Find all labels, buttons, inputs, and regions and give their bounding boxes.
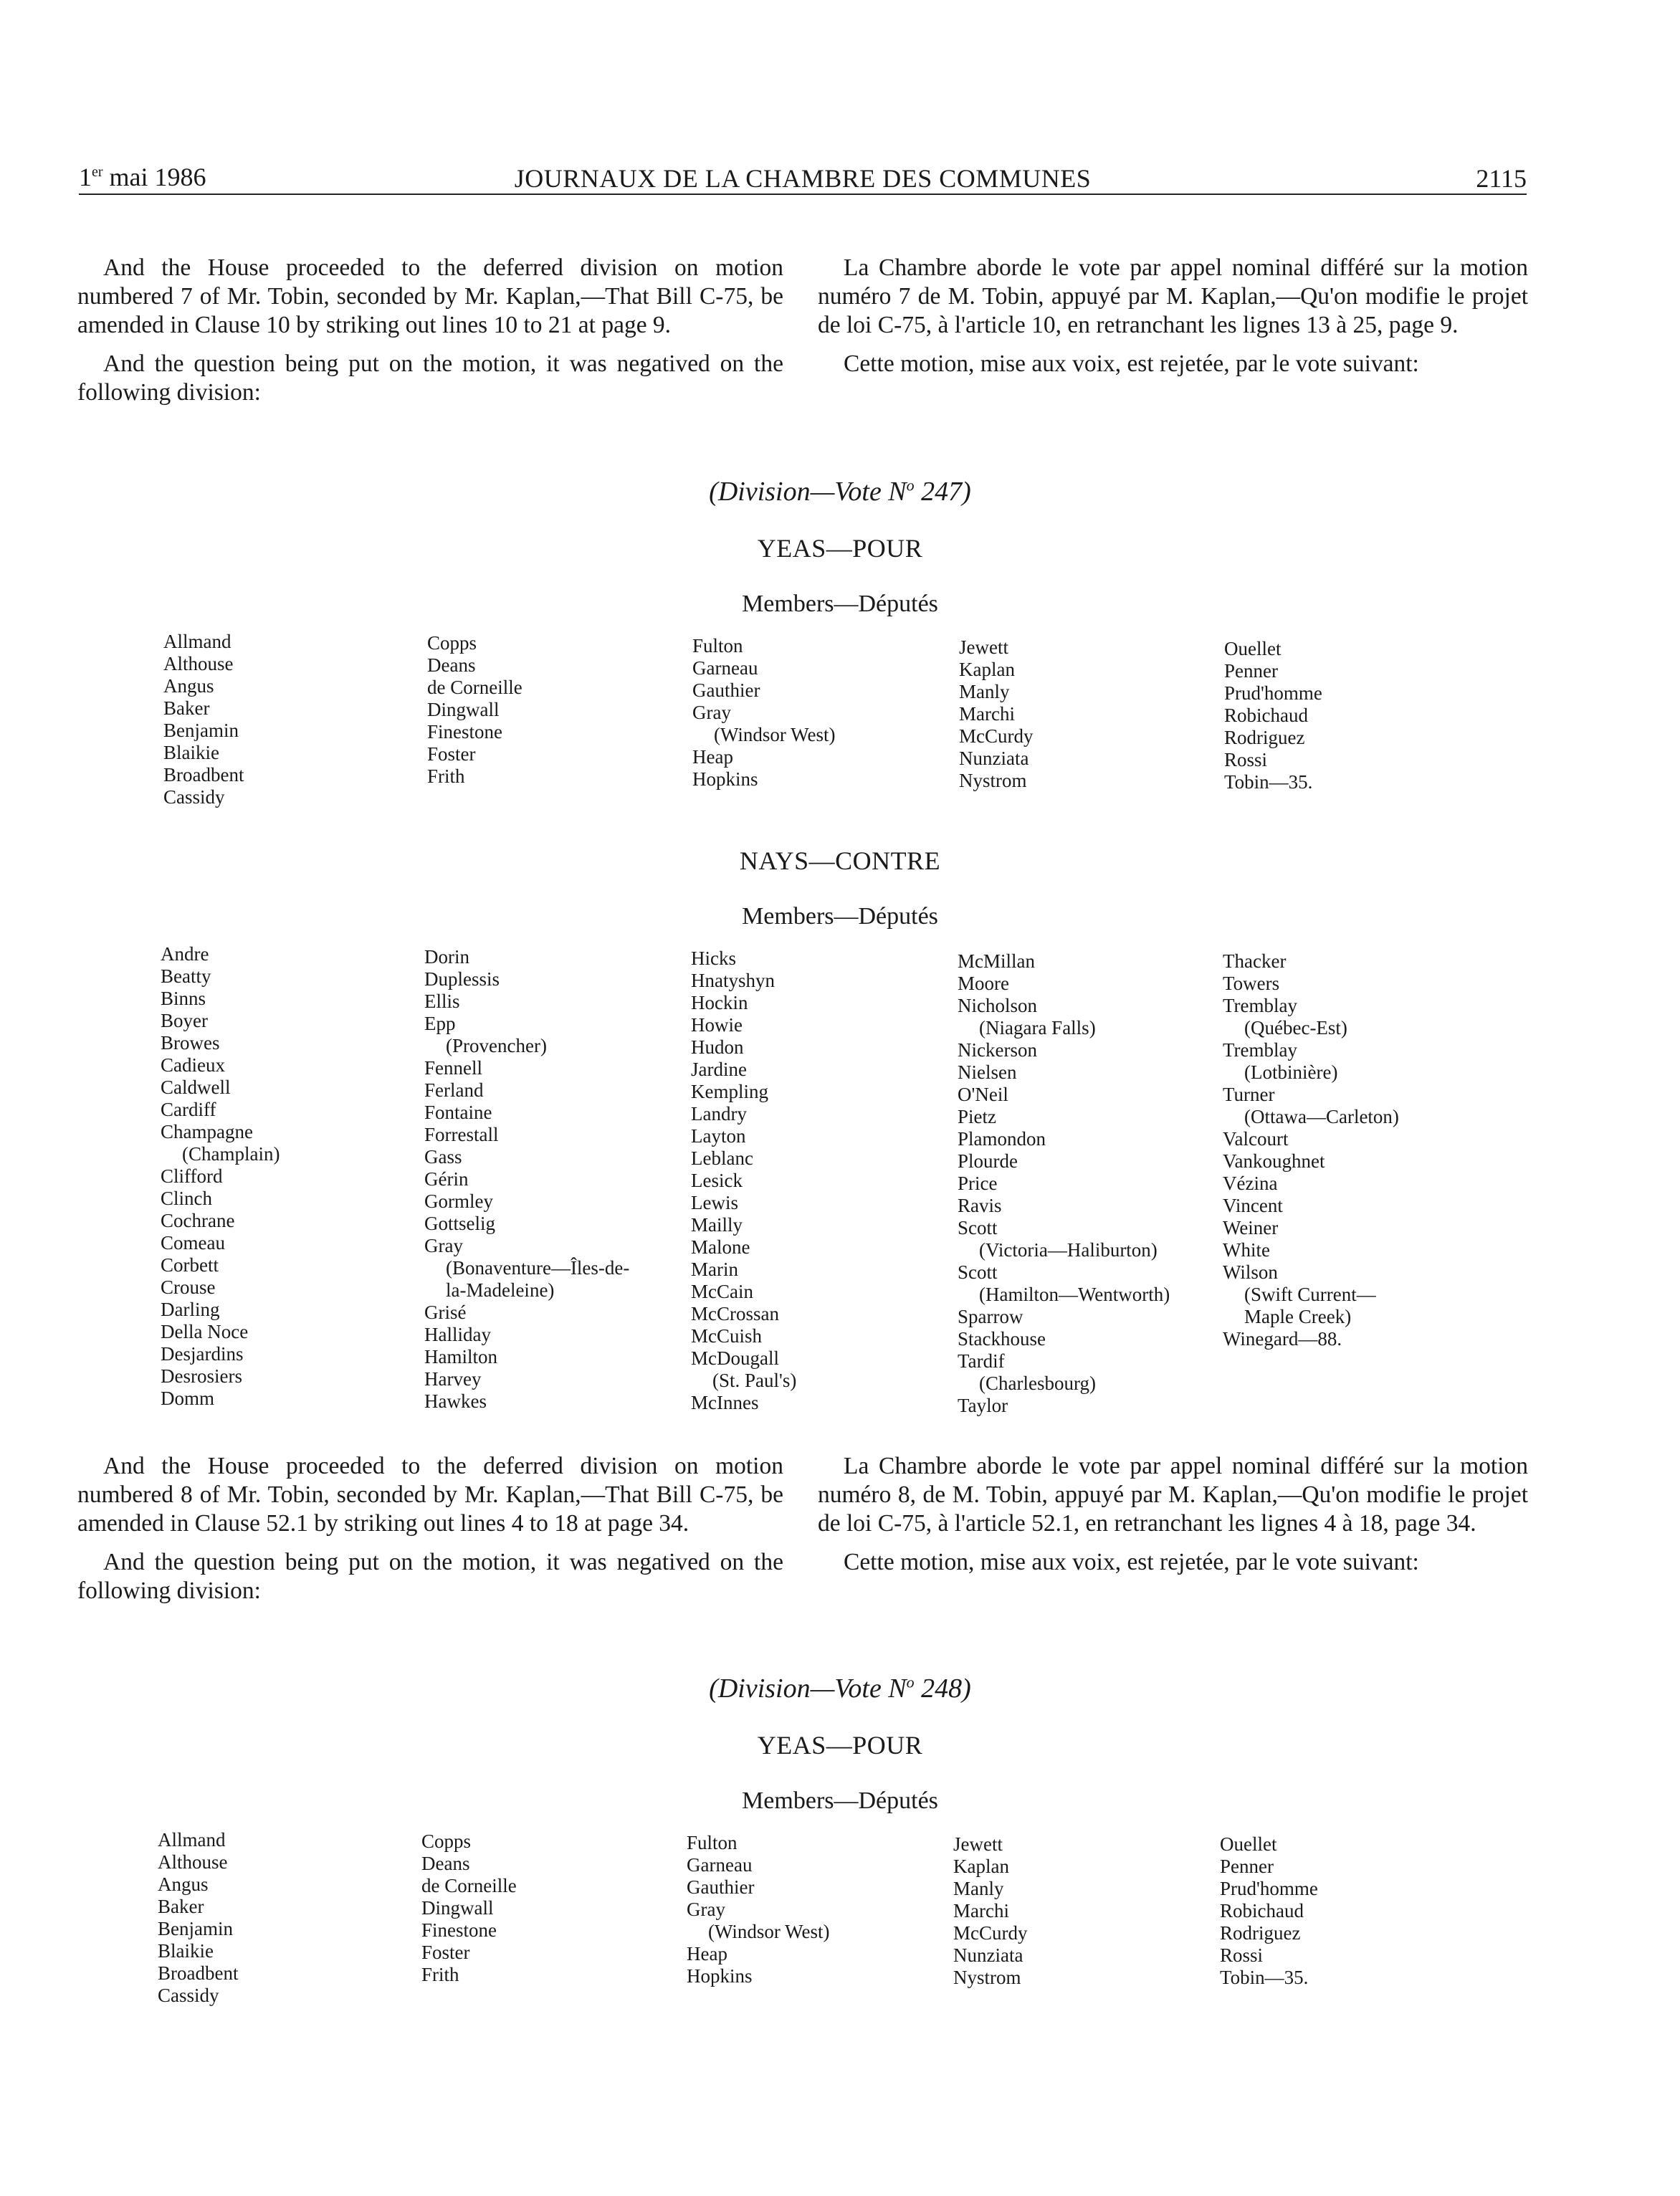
name-column: [958, 950, 1170, 1417]
member-name: Hockin: [691, 992, 748, 1013]
member-name: Binns: [161, 988, 206, 1009]
member-name: Champagne: [161, 1121, 253, 1142]
english-column: [77, 1452, 783, 1615]
member-name: Allmand: [158, 1829, 226, 1851]
member-name: Prud'homme: [1220, 1878, 1318, 1899]
member-name: McDougall: [691, 1347, 779, 1369]
question-paragraph: Cette motion, mise aux voix, est rejetée, par le vote suivant:: [844, 350, 1419, 377]
question-paragraph: Cette motion, mise aux voix, est rejetée, par le vote suivant:: [844, 1549, 1419, 1575]
member-name: Gérin: [424, 1168, 469, 1190]
member-name: Hnatyshyn: [691, 970, 775, 991]
member-name: Forrestall: [424, 1124, 499, 1145]
member-name: Frith: [427, 765, 465, 787]
member-name: Stackhouse: [958, 1328, 1046, 1350]
member-name: Jewett: [953, 1833, 1003, 1855]
member-name: (Bonaventure—Îles-de-: [446, 1257, 630, 1279]
member-name: Copps: [427, 632, 477, 654]
member-name: Wilson: [1223, 1261, 1278, 1283]
member-name: Scott: [958, 1217, 998, 1238]
member-name: Foster: [421, 1942, 470, 1963]
member-name: Broadbent: [163, 764, 244, 786]
member-name: Moore: [958, 973, 1009, 994]
member-name: Deans: [427, 654, 476, 676]
division-247-title: (Division—Vote $N^o$ 247): [709, 476, 971, 507]
member-name: Gottselig: [424, 1213, 495, 1234]
member-name: (Windsor West): [714, 724, 836, 745]
member-name: Thacker: [1223, 950, 1287, 972]
member-name: Ravis: [958, 1195, 1002, 1216]
member-name: Baker: [158, 1896, 204, 1917]
member-name: Manly: [959, 681, 1010, 702]
member-name: McCurdy: [959, 725, 1034, 747]
member-name: Ouellet: [1224, 638, 1282, 659]
member-name: (Champlain): [182, 1143, 280, 1165]
member-name: Plourde: [958, 1150, 1018, 1172]
member-name: Allmand: [163, 631, 232, 652]
member-name: Cochrane: [161, 1210, 235, 1231]
member-name: Mailly: [691, 1214, 743, 1236]
member-name: Foster: [427, 743, 476, 765]
member-name: Cardiff: [161, 1099, 216, 1120]
member-name: Nickerson: [958, 1039, 1037, 1061]
member-name: Turner: [1223, 1084, 1275, 1105]
member-name: Jardine: [691, 1059, 747, 1080]
header-date: 1er mai 1986: [79, 163, 206, 191]
member-name: Vankoughnet: [1223, 1150, 1325, 1172]
name-column: [691, 947, 796, 1414]
member-name: Benjamin: [163, 720, 239, 741]
member-name: Hudon: [691, 1036, 744, 1058]
member-name: Broadbent: [158, 1962, 239, 1984]
member-name: Angus: [158, 1873, 209, 1895]
member-name: Gormley: [424, 1190, 493, 1212]
member-name: Rossi: [1224, 749, 1268, 770]
name-column: [1220, 1833, 1318, 1989]
member-name: Fennell: [424, 1057, 482, 1079]
member-name: Vézina: [1223, 1173, 1278, 1194]
member-name: Howie: [691, 1014, 743, 1036]
member-name: Nystrom: [959, 770, 1027, 791]
member-name: Rossi: [1220, 1944, 1264, 1966]
name-column: [687, 1832, 829, 1987]
member-name: la-Madeleine): [446, 1279, 555, 1301]
member-name: Kaplan: [959, 659, 1015, 680]
member-name: de Corneille: [427, 677, 522, 698]
member-name: Gray: [424, 1235, 463, 1256]
member-name: Hopkins: [687, 1965, 753, 1987]
name-column: [163, 631, 244, 808]
member-name: Cassidy: [163, 786, 225, 808]
member-name: (Québec-Est): [1244, 1017, 1347, 1039]
question-paragraph: And the question being put on the motion, it was negatived on the following division:: [77, 350, 783, 406]
member-name: Gauthier: [687, 1876, 755, 1898]
member-name: Hopkins: [692, 768, 758, 790]
member-name: Nystrom: [953, 1967, 1021, 1988]
member-name: Hawkes: [424, 1390, 487, 1412]
member-name: Frith: [421, 1964, 459, 1985]
member-name: (Niagara Falls): [979, 1017, 1096, 1039]
member-name: Desrosiers: [161, 1365, 242, 1387]
member-name: Hamilton: [424, 1346, 497, 1367]
member-name: Benjamin: [158, 1918, 233, 1939]
member-name: Manly: [953, 1878, 1004, 1899]
yeas-heading: YEAS—POUR: [757, 1731, 923, 1760]
member-name: Jewett: [959, 636, 1008, 658]
member-name: Desjardins: [161, 1343, 244, 1365]
member-name: (Charlesbourg): [979, 1372, 1096, 1394]
member-name: Plamondon: [958, 1128, 1046, 1150]
member-name: Tremblay: [1223, 1039, 1298, 1061]
journal-title: JOURNAUX DE LA CHAMBRE DES COMMUNES: [514, 164, 1092, 193]
member-name: Nielsen: [958, 1061, 1017, 1083]
member-name: Finestone: [427, 721, 502, 743]
name-column: [158, 1829, 238, 2007]
member-name: Scott: [958, 1261, 998, 1283]
member-name: Heap: [687, 1943, 727, 1965]
member-name: Tremblay: [1223, 995, 1298, 1016]
member-name: Harvey: [424, 1368, 482, 1390]
member-name: Boyer: [161, 1010, 208, 1031]
members-heading: Members—Députés: [742, 1787, 938, 1814]
member-name: Landry: [691, 1103, 747, 1125]
member-name: Corbett: [161, 1254, 219, 1276]
member-name: (Provencher): [446, 1035, 547, 1056]
member-name: Dorin: [424, 946, 469, 968]
name-column: [959, 636, 1034, 792]
member-name: Garneau: [692, 657, 758, 679]
member-name: Beatty: [161, 965, 211, 987]
question-paragraph: And the question being put on the motion, it was negatived on the following division:: [77, 1549, 783, 1604]
member-name: Robichaud: [1220, 1900, 1304, 1922]
member-name: de Corneille: [421, 1875, 517, 1896]
member-name: Taylor: [958, 1395, 1008, 1416]
member-name: (Lotbinière): [1244, 1061, 1338, 1083]
member-name: McCuish: [691, 1325, 763, 1347]
member-name: Nicholson: [958, 995, 1037, 1016]
member-name: Clinch: [161, 1188, 212, 1209]
member-name: Gauthier: [692, 679, 760, 701]
member-name: Towers: [1223, 973, 1280, 994]
nays-heading: NAYS—CONTRE: [739, 846, 941, 875]
member-name: Ouellet: [1220, 1833, 1277, 1855]
member-name: Fontaine: [424, 1102, 492, 1123]
member-name: Penner: [1220, 1856, 1274, 1877]
members-heading: Members—Députés: [742, 903, 938, 930]
member-name: Garneau: [687, 1854, 753, 1876]
member-name: Vincent: [1223, 1195, 1283, 1216]
motion-paragraph: And the House proceeded to the deferred division on motion numbered 7 of Mr. Tobin, seconded by Mr. Kaplan,—That Bill C-75, be amended in Clause 10 by striking out lines 10 to 21 at page 9.: [77, 254, 783, 338]
member-name: Copps: [421, 1830, 472, 1852]
page-header: [79, 158, 1527, 195]
member-name: Ferland: [424, 1079, 484, 1101]
member-name: Robichaud: [1224, 705, 1308, 726]
member-name: McMillan: [958, 950, 1035, 972]
member-name: Tobin—35.: [1220, 1967, 1309, 1988]
member-name: McCain: [691, 1281, 753, 1302]
name-column: [953, 1833, 1028, 1989]
member-name: (Swift Current—: [1244, 1284, 1376, 1305]
member-name: Comeau: [161, 1232, 225, 1254]
member-name: Lewis: [691, 1192, 738, 1213]
name-column: [1223, 950, 1399, 1350]
member-name: Malone: [691, 1236, 750, 1258]
member-name: Dingwall: [421, 1897, 494, 1919]
member-name: Halliday: [424, 1324, 491, 1345]
member-name: White: [1223, 1239, 1270, 1261]
member-name: McCrossan: [691, 1303, 779, 1324]
member-name: Clifford: [161, 1165, 223, 1187]
member-name: Dingwall: [427, 699, 500, 720]
member-name: Marchi: [953, 1900, 1009, 1922]
member-name: Tardif: [958, 1350, 1005, 1372]
members-heading: Members—Députés: [742, 591, 938, 617]
name-column: [421, 1830, 517, 1986]
name-column: [161, 943, 280, 1410]
member-name: Gass: [424, 1146, 462, 1168]
yeas-heading: YEAS—POUR: [757, 534, 923, 563]
member-name: Domm: [161, 1388, 215, 1409]
member-name: Epp: [424, 1013, 456, 1034]
member-name: (St. Paul's): [712, 1370, 797, 1391]
member-name: (Windsor West): [708, 1921, 830, 1942]
member-name: Duplessis: [424, 968, 500, 990]
member-name: Angus: [163, 675, 214, 697]
french-column: [818, 1452, 1528, 1587]
member-name: Marin: [691, 1259, 738, 1280]
member-name: Browes: [161, 1032, 220, 1054]
motion-paragraph: La Chambre aborde le vote par appel nominal différé sur la motion numéro 7 de M. Tobin, appuyé par M. Kaplan,—Qu'on modifie le projet de loi C-75, à l'article 10, en retranchant les lignes 13 à 25, page 9.: [818, 254, 1528, 338]
member-name: Winegard—88.: [1223, 1328, 1342, 1350]
member-name: Fulton: [687, 1832, 738, 1853]
english-column: [77, 254, 783, 417]
motion-paragraph: La Chambre aborde le vote par appel nominal différé sur la motion numéro 8, de M. Tobin, appuyé par M. Kaplan,—Qu'on modifie le projet de loi C-75, à l'article 52.1, en retranchant les lignes 4 à 18, page 34.: [818, 1453, 1528, 1537]
member-name: Caldwell: [161, 1076, 231, 1098]
member-name: Gray: [692, 702, 731, 723]
member-name: Pietz: [958, 1106, 996, 1127]
member-name: McInnes: [691, 1392, 759, 1413]
member-name: Hicks: [691, 947, 736, 969]
member-name: Blaikie: [163, 742, 219, 763]
name-column: [692, 635, 835, 791]
member-name: Sparrow: [958, 1306, 1023, 1327]
member-name: (Ottawa—Carleton): [1244, 1106, 1399, 1127]
member-name: Lesick: [691, 1170, 743, 1191]
member-name: Valcourt: [1223, 1128, 1289, 1150]
member-name: Marchi: [959, 703, 1015, 725]
page-number: 2115: [1476, 164, 1527, 193]
member-name: Kempling: [691, 1081, 768, 1102]
member-name: Cassidy: [158, 1985, 219, 2006]
member-name: Blaikie: [158, 1940, 214, 1962]
member-name: Deans: [421, 1853, 470, 1874]
member-name: O'Neil: [958, 1084, 1008, 1105]
french-column: [818, 254, 1528, 388]
member-name: Rodriguez: [1224, 727, 1305, 748]
member-name: Maple Creek): [1244, 1306, 1352, 1327]
member-name: Ellis: [424, 990, 460, 1012]
division-248-title: (Division—Vote $N^o$ 248): [709, 1673, 971, 1704]
member-name: Grisé: [424, 1302, 467, 1323]
member-name: Andre: [161, 943, 209, 965]
name-column: [427, 632, 522, 788]
member-name: Althouse: [163, 653, 234, 674]
member-name: Darling: [161, 1299, 220, 1320]
member-name: Althouse: [158, 1851, 228, 1873]
member-name: Tobin—35.: [1224, 771, 1313, 793]
member-name: Prud'homme: [1224, 682, 1322, 704]
member-name: Nunziata: [953, 1944, 1023, 1966]
member-name: Weiner: [1223, 1217, 1279, 1238]
member-name: Fulton: [692, 635, 743, 657]
member-name: Penner: [1224, 660, 1278, 682]
name-column: [424, 946, 629, 1413]
member-name: Price: [958, 1173, 998, 1194]
member-name: Kaplan: [953, 1856, 1009, 1877]
member-name: McCurdy: [953, 1922, 1028, 1944]
member-name: Cadieux: [161, 1054, 225, 1076]
member-name: Nunziata: [959, 748, 1029, 769]
name-column: [1224, 638, 1322, 793]
member-name: Gray: [687, 1899, 725, 1920]
member-name: Rodriguez: [1220, 1922, 1301, 1944]
member-name: (Hamilton—Wentworth): [979, 1284, 1170, 1305]
member-name: Layton: [691, 1125, 746, 1147]
member-name: Crouse: [161, 1276, 216, 1298]
motion-paragraph: And the House proceeded to the deferred division on motion numbered 8 of Mr. Tobin, seconded by Mr. Kaplan,—That Bill C-75, be amended in Clause 52.1 by striking out lines 4 to 18 at page 34.: [77, 1453, 783, 1537]
member-name: (Victoria—Haliburton): [979, 1239, 1158, 1261]
member-name: Della Noce: [161, 1321, 249, 1342]
member-name: Heap: [692, 746, 733, 768]
member-name: Finestone: [421, 1919, 497, 1941]
member-name: Baker: [163, 697, 210, 719]
member-name: Leblanc: [691, 1147, 753, 1169]
